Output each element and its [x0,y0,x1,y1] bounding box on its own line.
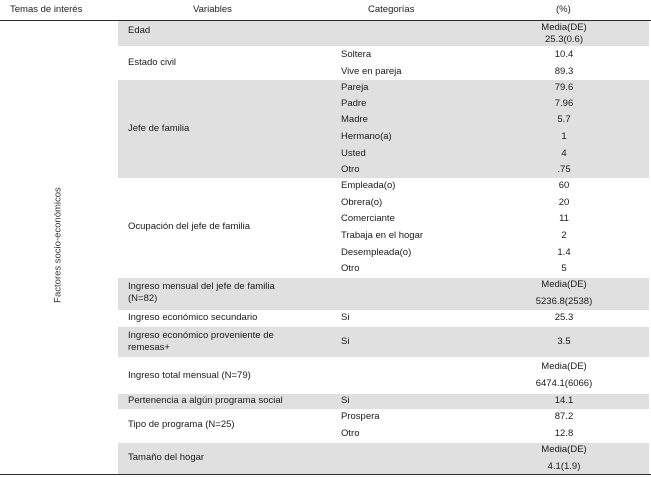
variable-remesas-line2: remesas+ [128,342,170,353]
category-hermano: Hermano(a) [341,131,392,142]
row-separator [118,326,649,327]
row-separator [118,393,649,394]
value-edad-label: Media(DE) [541,22,587,33]
variable-edad: Edad [128,25,151,36]
value-otro-ocupacion: 5 [561,263,567,274]
value-prospera: 87.2 [554,411,574,422]
category-prospera: Prospera [341,411,380,422]
variable-pertenencia: Pertenencia a algún programa social [128,395,283,406]
variable-ingreso-total: Ingreso total mensual (N=79) [128,370,251,381]
category-trabaja-hogar: Trabaja en el hogar [341,230,424,241]
bottom-rule [0,474,651,475]
value-remesas: 3.5 [557,336,571,347]
category-comerciante: Comerciante [341,213,395,224]
value-tamano-hogar: 4.1(1.9) [547,461,581,472]
category-otro-programa: Otro [341,428,360,439]
category-otro-jefe: Otro [341,164,360,175]
category-ingreso-secundario: Si [341,312,350,323]
value-ingreso-jefe: 5236.8(2538) [535,296,593,307]
variable-remesas-line1: Ingreso económico proveniente de [128,330,274,341]
value-pertenencia: 14.1 [554,395,574,406]
value-soltera: 10.4 [554,49,574,60]
row-separator [118,357,649,358]
value-obrera: 20 [558,197,570,208]
variable-ingreso-secundario: Ingreso económico secundario [128,312,258,323]
variable-ingreso-jefe-line1: Ingreso mensual del jefe de familia [128,281,275,292]
variable-ocupacion: Ocupación del jefe de familia [128,221,250,232]
category-vive-en-pareja: Vive en pareja [341,66,402,77]
value-tamano-hogar-label: Media(DE) [541,444,587,455]
category-remesas: Si [341,336,350,347]
variable-ingreso-jefe [128,281,328,305]
category-usted: Usted [341,148,366,159]
category-obrera: Obrera(o) [341,197,383,208]
category-pareja: Pareja [341,82,369,93]
value-ingreso-secundario: 25.3 [554,312,574,323]
value-edad: 25.3(0.6) [544,34,584,45]
value-padre: 7.96 [554,98,574,109]
value-desempleada: 1.4 [557,247,571,258]
category-empleada: Empleada(o) [341,180,396,191]
header-percent: (%) [556,4,571,15]
row-separator [118,310,649,311]
value-comerciante: 11 [559,213,569,224]
value-ingreso-total: 6474.1(6066) [535,378,593,389]
header-variables: Variables [193,4,232,15]
section-label: Factores socio-económicos [52,187,64,303]
category-madre: Madre [341,114,368,125]
value-ingreso-jefe-label: Media(DE) [541,279,587,290]
header-categorias: Categorías [368,4,415,15]
category-soltera: Soltera [341,49,372,60]
value-otro-programa: 12.8 [554,428,574,439]
value-madre: 5.7 [557,114,571,125]
value-usted: 4 [561,148,567,159]
header-temas: Temas de interés [10,4,83,15]
category-pertenencia: Si [341,395,350,406]
variable-jefe-familia: Jefe de familia [128,123,190,134]
variable-tamano-hogar: Tamaño del hogar [128,452,205,463]
value-otro-jefe: .75 [557,164,571,175]
variable-estado-civil: Estado civil [128,57,177,68]
variable-tipo-programa: Tipo de programa (N=25) [128,419,235,430]
variable-remesas [128,330,328,354]
value-ingreso-total-label: Media(DE) [541,361,587,372]
category-desempleada: Desempleada(o) [341,247,412,258]
value-pareja: 79.6 [554,82,574,93]
value-trabaja-hogar: 2 [561,230,567,241]
value-vive-en-pareja: 89.3 [554,66,574,77]
category-padre: Padre [341,98,367,109]
variable-ingreso-jefe-line2: (N=82) [128,293,158,304]
category-otro-ocupacion: Otro [341,263,360,274]
value-hermano: 1 [561,131,567,142]
row-separator [118,409,649,410]
value-empleada: 60 [558,180,570,191]
